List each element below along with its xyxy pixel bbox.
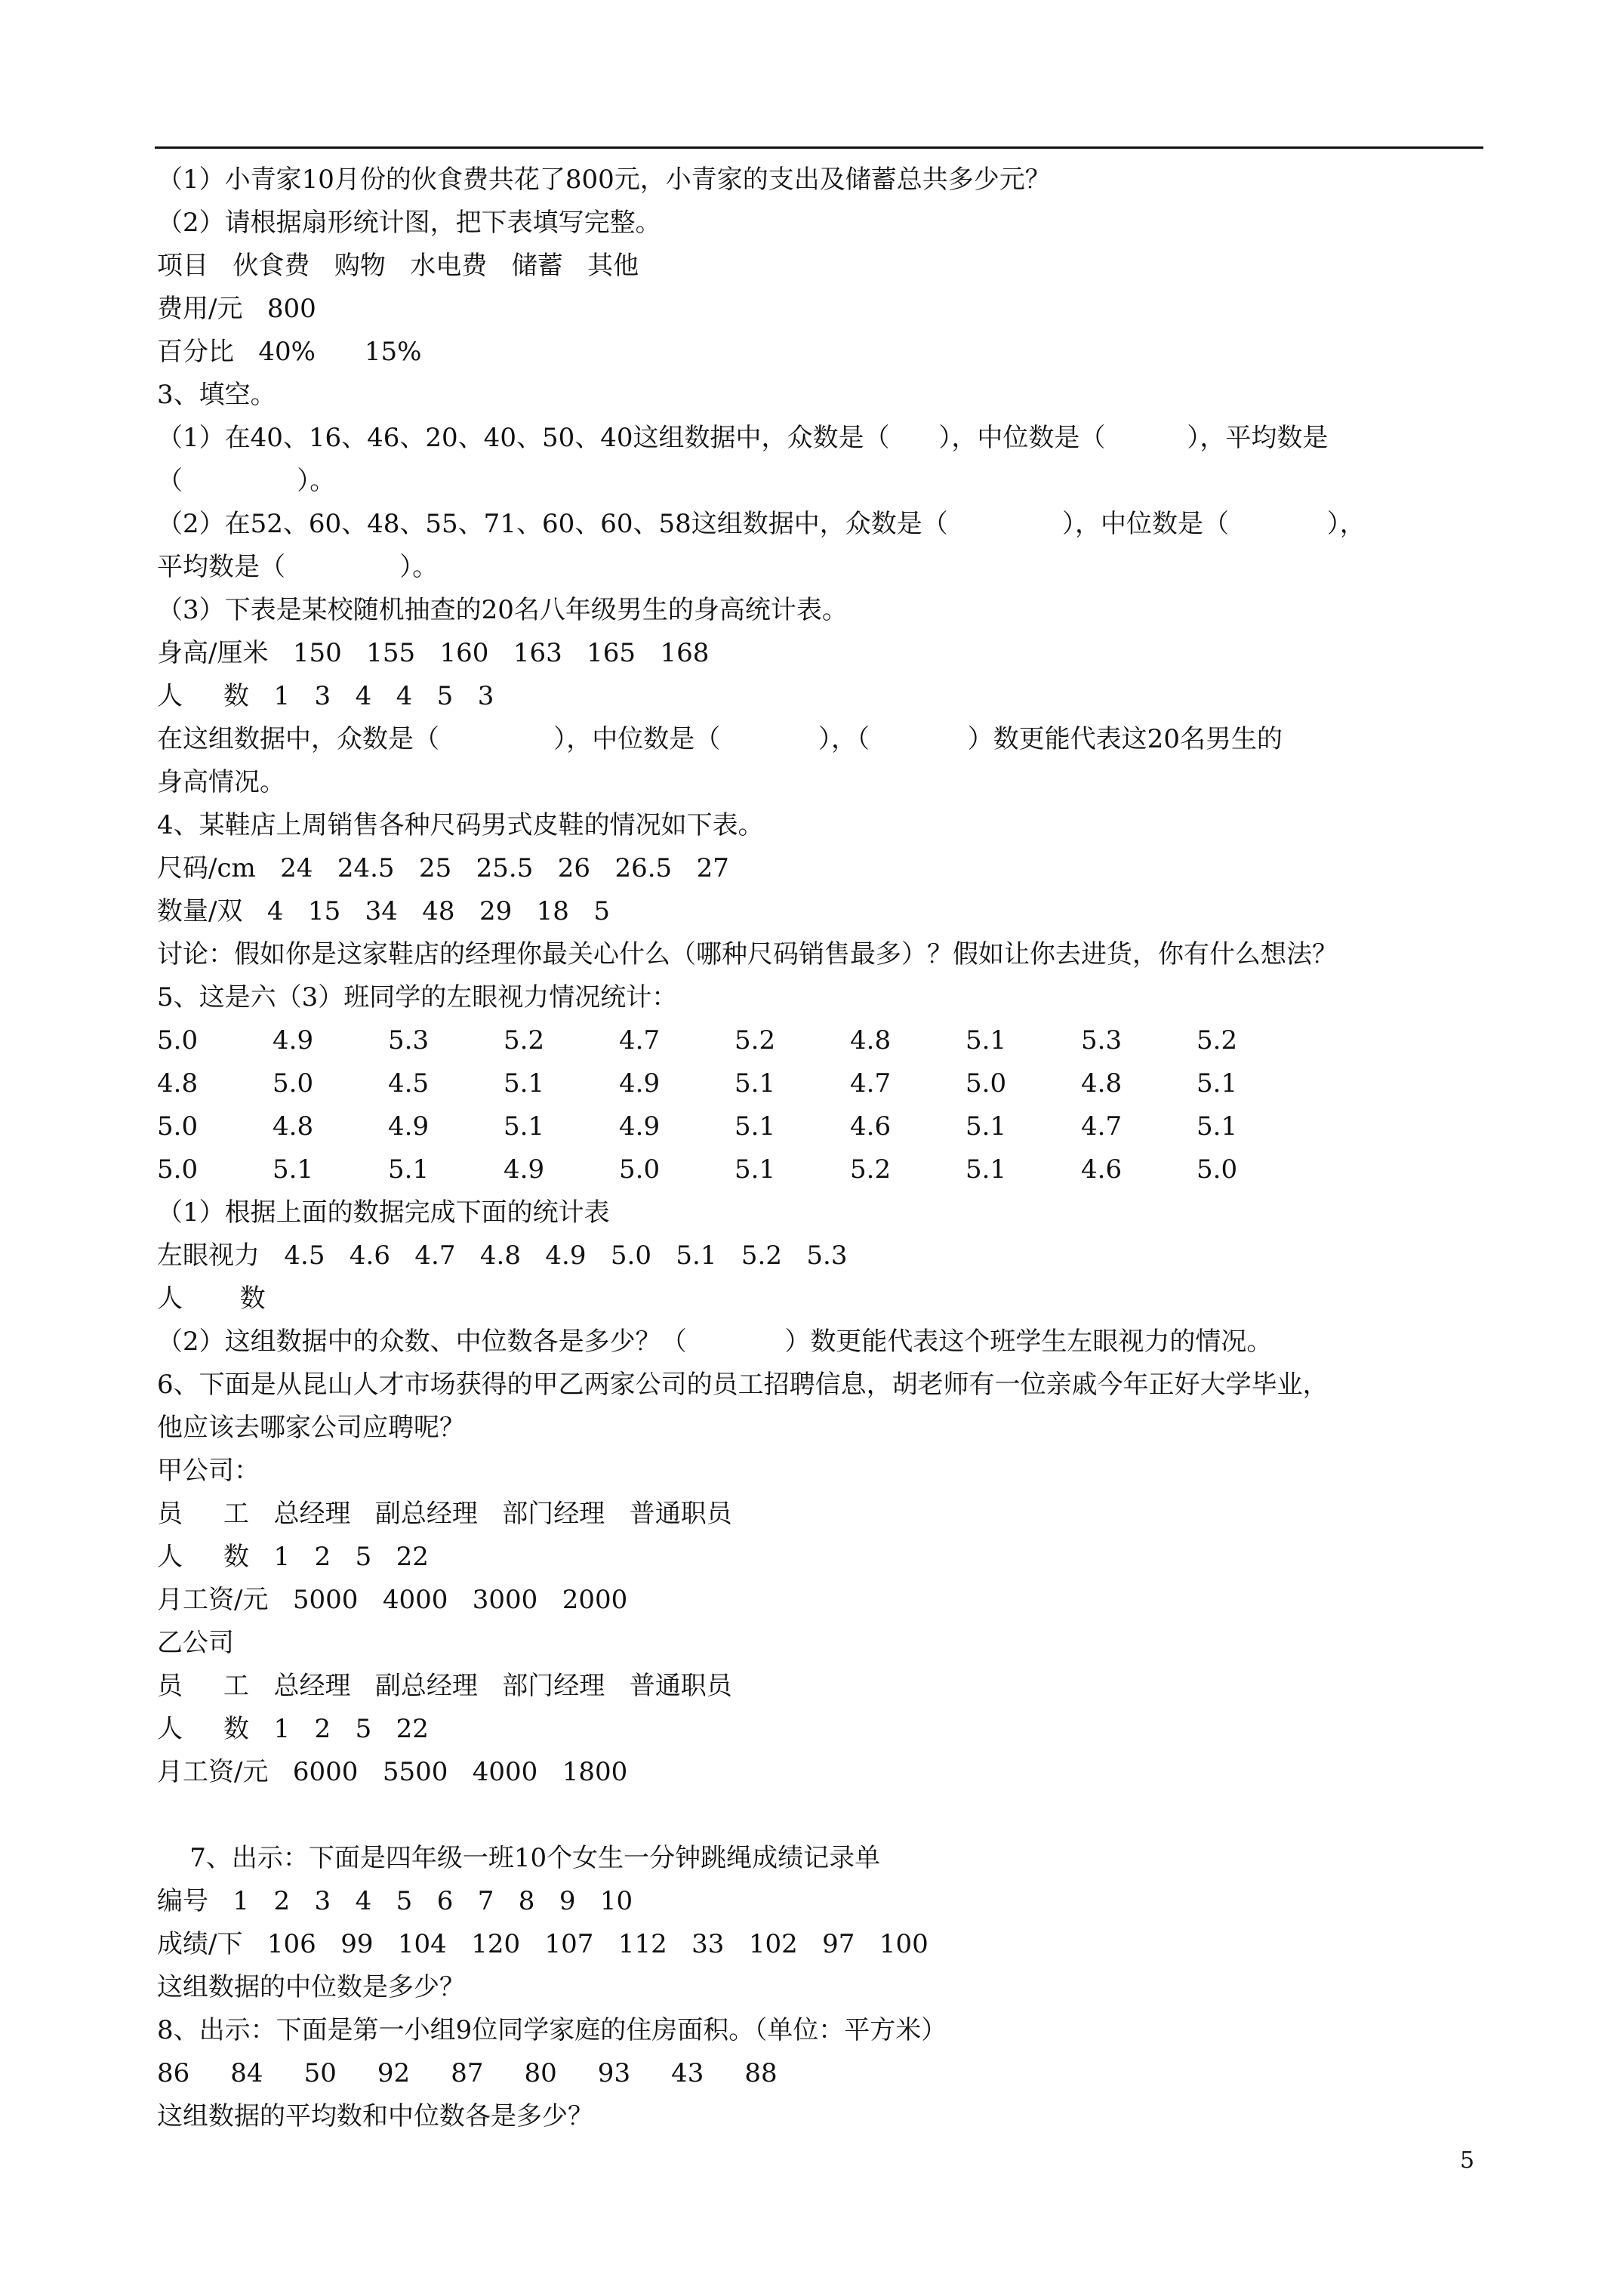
text-line: 这组数据的平均数和中位数各是多少？ — [157, 2101, 593, 2131]
text-line: 86 84 50 92 87 80 93 43 88 — [157, 2058, 778, 2088]
vision-value: 4.9 — [504, 1154, 545, 1185]
vision-value: 5.2 — [735, 1025, 776, 1056]
vision-value: 4.8 — [157, 1068, 199, 1099]
page-number: 5 — [1460, 2147, 1475, 2174]
text-line: 数量/双 4 15 34 48 29 18 5 — [157, 896, 610, 926]
vision-value: 4.9 — [388, 1111, 430, 1142]
text-line: （3）下表是某校随机抽查的20名八年级男生的身高统计表。 — [157, 595, 848, 625]
text-line: 百分比 40% 15% — [157, 337, 422, 367]
text-line: （2）请根据扇形统计图，把下表填写完整。 — [157, 208, 661, 238]
text-line: （2）这组数据中的众数、中位数各是多少？（ ）数更能代表这个班学生左眼视力的情况。 — [157, 1327, 1273, 1357]
text-line: （2）在52、60、48、55、71、60、60、58这组数据中，众数是（ ），中位数是（ ）， — [157, 509, 1366, 539]
text-line: 6、下面是从昆山人才市场获得的甲乙两家公司的员工招聘信息，胡老师有一位亲戚今年正好大学毕业， — [157, 1370, 1329, 1400]
vision-value: 4.9 — [619, 1068, 661, 1099]
vision-value: 4.8 — [273, 1111, 314, 1142]
vision-value: 4.7 — [619, 1025, 661, 1056]
vision-value: 5.0 — [273, 1068, 314, 1099]
text-line: （1）根据上面的数据完成下面的统计表 — [157, 1197, 610, 1228]
text-line: 人 数 1 2 5 22 — [157, 1714, 429, 1744]
vision-value: 5.1 — [504, 1068, 545, 1099]
text-line: 成绩/下 106 99 104 120 107 112 33 102 97 100 — [157, 1929, 929, 1959]
vision-value: 5.1 — [965, 1111, 1007, 1142]
vision-value: 5.0 — [965, 1068, 1007, 1099]
text-line: 平均数是（ ）。 — [157, 552, 439, 582]
vision-value: 5.1 — [388, 1154, 430, 1185]
vision-value: 5.3 — [388, 1025, 430, 1056]
vision-value: 5.1 — [504, 1111, 545, 1142]
vision-value: 5.1 — [965, 1154, 1007, 1185]
vision-value: 5.0 — [1196, 1154, 1238, 1185]
vision-value: 5.0 — [157, 1111, 199, 1142]
text-line: 讨论：假如你是这家鞋店的经理你最关心什么（哪种尺码销售最多）？假如让你去进货，你有什么想法？ — [157, 939, 1338, 969]
text-line: 员 工 总经理 副总经理 部门经理 普通职员 — [157, 1499, 732, 1529]
vision-value: 5.2 — [504, 1025, 545, 1056]
vision-value: 5.0 — [157, 1025, 199, 1056]
vision-value: 4.6 — [850, 1111, 892, 1142]
text-line: （1）小青家10月份的伙食费共花了800元，小青家的支出及储蓄总共多少元？ — [157, 165, 1051, 195]
text-line: 身高/厘米 150 155 160 163 165 168 — [157, 638, 710, 668]
text-line: 在这组数据中，众数是（ ），中位数是（ ），（ ）数更能代表这20名男生的 — [157, 724, 1283, 754]
vision-value: 5.1 — [735, 1111, 776, 1142]
text-line: 项目 伙食费 购物 水电费 储蓄 其他 — [157, 251, 639, 281]
vision-value: 5.1 — [735, 1068, 776, 1099]
text-line: 人 数 1 2 5 22 — [157, 1542, 429, 1572]
header-rule — [155, 146, 1483, 149]
text-line: 乙公司 — [157, 1628, 234, 1658]
vision-value: 4.7 — [1081, 1111, 1123, 1142]
text-line: 左眼视力 4.5 4.6 4.7 4.8 4.9 5.0 5.1 5.2 5.3 — [157, 1240, 848, 1271]
text-line: 员 工 总经理 副总经理 部门经理 普通职员 — [157, 1671, 732, 1701]
text-line: 人 数 — [157, 1284, 266, 1314]
text-line: 编号 1 2 3 4 5 6 7 8 9 10 — [157, 1886, 633, 1916]
text-line: 月工资/元 6000 5500 4000 1800 — [157, 1757, 628, 1787]
vision-value: 5.2 — [850, 1154, 892, 1185]
text-line: 身高情况。 — [157, 767, 285, 797]
text-line: 尺码/cm 24 24.5 25 25.5 26 26.5 27 — [157, 853, 729, 883]
vision-value: 5.0 — [157, 1154, 199, 1185]
text-line: 4、某鞋店上周销售各种尺码男式皮鞋的情况如下表。 — [157, 810, 764, 840]
vision-value: 4.8 — [850, 1025, 892, 1056]
vision-value: 5.1 — [1196, 1111, 1238, 1142]
text-line: （ ）。 — [157, 466, 336, 496]
vision-value: 4.9 — [619, 1111, 661, 1142]
vision-value: 5.2 — [1196, 1025, 1238, 1056]
text-line: 月工资/元 5000 4000 3000 2000 — [157, 1585, 628, 1615]
vision-value: 4.7 — [850, 1068, 892, 1099]
vision-value: 4.6 — [1081, 1154, 1123, 1185]
text-line: 7、出示：下面是四年级一班10个女生一分钟跳绳成绩记录单 — [157, 1843, 881, 1873]
vision-value: 5.1 — [1196, 1068, 1238, 1099]
text-line: 3、填空。 — [157, 380, 276, 410]
vision-value: 5.0 — [619, 1154, 661, 1185]
text-line: （1）在40、16、46、20、40、50、40这组数据中，众数是（ ），中位数是（ ），平均数是 — [157, 423, 1329, 453]
vision-value: 4.9 — [273, 1025, 314, 1056]
vision-value: 5.1 — [965, 1025, 1007, 1056]
vision-value: 4.8 — [1081, 1068, 1123, 1099]
vision-value: 4.5 — [388, 1068, 430, 1099]
text-line: 5、这是六（3）班同学的左眼视力情况统计： — [157, 982, 678, 1012]
text-line: 8、出示：下面是第一小组9位同学家庭的住房面积。（单位：平方米） — [157, 2015, 947, 2045]
blank-line — [157, 1794, 1486, 1836]
vision-value: 5.1 — [273, 1154, 314, 1185]
text-line: 他应该去哪家公司应聘呢？ — [157, 1413, 465, 1443]
text-line: 这组数据的中位数是多少？ — [157, 1972, 465, 2002]
vision-value: 5.1 — [735, 1154, 776, 1185]
text-line: 费用/元 800 — [157, 294, 316, 324]
vision-value: 5.3 — [1081, 1025, 1123, 1056]
text-line: 人 数 1 3 4 4 5 3 — [157, 681, 494, 711]
text-line: 甲公司： — [157, 1456, 260, 1486]
